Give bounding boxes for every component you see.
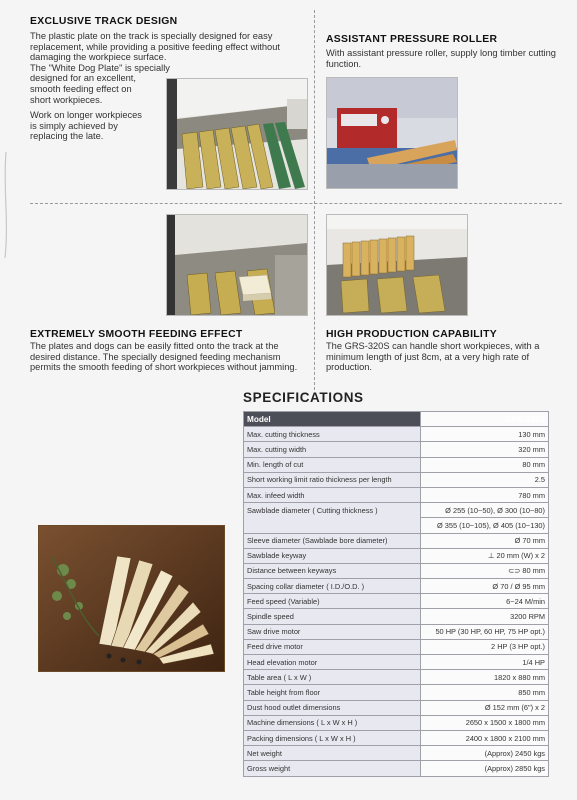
table-row-continued xyxy=(244,518,549,533)
track-plates-photo xyxy=(166,78,308,190)
spec-label: Dust hood outlet dimensions xyxy=(244,700,421,715)
spec-value: 130 mm xyxy=(421,427,549,442)
spec-label: Sawblade diameter ( Cutting thickness ) xyxy=(244,503,421,518)
spec-label: Feed speed (Variable) xyxy=(244,594,421,609)
header-model: GRS-320S xyxy=(421,412,549,427)
table-row xyxy=(244,579,549,594)
section-title: EXTREMELY SMOOTH FEEDING EFFECT xyxy=(30,329,243,340)
section-title: HIGH PRODUCTION CAPABILITY xyxy=(326,329,497,340)
spec-value: Ø 255 (10~50), Ø 300 (10~80) xyxy=(421,503,549,518)
table-row xyxy=(244,487,549,502)
spec-value: Ø 152 mm (6") x 2 xyxy=(421,700,549,715)
section-pressure-roller xyxy=(326,34,566,69)
spec-value: 780 mm xyxy=(421,487,549,502)
section-text-line: designed for an excellent, xyxy=(30,73,136,84)
section-text-line: smooth feeding effect on xyxy=(30,83,132,94)
table-row xyxy=(244,609,549,624)
spec-label: Saw drive motor xyxy=(244,624,421,639)
table-row xyxy=(244,730,549,745)
table-row xyxy=(244,563,549,578)
spec-label-empty xyxy=(244,518,421,533)
high-production-photo xyxy=(326,214,468,316)
spec-value: 2.5 xyxy=(421,472,549,487)
spec-value: 1820 x 880 mm xyxy=(421,670,549,685)
spec-value: 6~24 M/min xyxy=(421,594,549,609)
spec-value: 80 mm xyxy=(421,457,549,472)
spec-label: Feed drive motor xyxy=(244,639,421,654)
spec-value: 2 HP (3 HP opt.) xyxy=(421,639,549,654)
spec-label: Sawblade keyway xyxy=(244,548,421,563)
spec-label: Table height from floor xyxy=(244,685,421,700)
spec-value: 50 HP (30 HP, 60 HP, 75 HP opt.) xyxy=(421,624,549,639)
spec-label: Max. infeed width xyxy=(244,487,421,502)
spec-label: Max. cutting width xyxy=(244,442,421,457)
section-title: ASSISTANT PRESSURE ROLLER xyxy=(326,34,498,45)
table-row xyxy=(244,427,549,442)
section-text-line: is simply achieved by xyxy=(30,120,118,131)
table-row xyxy=(244,715,549,730)
horizontal-divider xyxy=(30,203,562,204)
section-text-line: replacing the late. xyxy=(30,131,104,142)
section-text: The plates and dogs can be easily fitted onto the track at the desired distance. The specially designed feeding mechanism permits the smooth feeding of short workpieces without jamming. xyxy=(30,341,298,373)
spec-value: 2400 x 1800 x 2100 mm xyxy=(421,730,549,745)
spec-label: Spindle speed xyxy=(244,609,421,624)
table-row xyxy=(244,457,549,472)
spec-value: (Approx) 2450 kgs xyxy=(421,746,549,761)
spec-label: Gross weight xyxy=(244,761,421,776)
table-row xyxy=(244,472,549,487)
binder-mark xyxy=(2,150,10,260)
spec-value: 320 mm xyxy=(421,442,549,457)
spec-value: 1/4 HP xyxy=(421,655,549,670)
spec-label: Net weight xyxy=(244,746,421,761)
spec-label: Machine dimensions ( L x W x H ) xyxy=(244,715,421,730)
section-title: EXCLUSIVE TRACK DESIGN xyxy=(30,16,178,27)
spec-label: Spacing collar diameter ( I.D./O.D. ) xyxy=(244,579,421,594)
spec-value-continued: Ø 355 (10~105), Ø 405 (10~130) xyxy=(421,518,549,533)
spec-value: 850 mm xyxy=(421,685,549,700)
section-text: The plastic plate on the track is specially designed for easy replacement, while providing a positive feeding effect without damaging the workpiece surface. xyxy=(30,31,280,63)
table-row xyxy=(244,700,549,715)
smooth-feeding-photo xyxy=(166,214,308,316)
table-row xyxy=(244,594,549,609)
header-label: Model xyxy=(244,412,421,427)
section-text: With assistant pressure roller, supply long timber cutting function. xyxy=(326,48,556,69)
table-row xyxy=(244,655,549,670)
table-row xyxy=(244,442,549,457)
spec-value: ⊥ 20 mm (W) x 2 xyxy=(421,548,549,563)
spec-value: Ø 70 mm xyxy=(421,533,549,548)
table-row xyxy=(244,761,549,776)
specifications-table xyxy=(243,411,549,777)
section-text-line: short workpieces. xyxy=(30,94,103,105)
spec-value: 3200 RPM xyxy=(421,609,549,624)
spec-label: Table area ( L x W ) xyxy=(244,670,421,685)
spec-label: Packing dimensions ( L x W x H ) xyxy=(244,730,421,745)
section-high-production xyxy=(326,329,566,373)
spec-value: Ø 70 / Ø 95 mm xyxy=(421,579,549,594)
section-text: The GRS-320S can handle short workpieces, with a minimum length of just 8cm, at a very high rate of production. xyxy=(326,341,540,373)
table-row xyxy=(244,746,549,761)
table-row xyxy=(244,685,549,700)
specifications-title: SPECIFICATIONS xyxy=(243,390,364,405)
pressure-roller-photo xyxy=(326,77,458,189)
table-row xyxy=(244,548,549,563)
spec-value: ⊂⊃ 80 mm xyxy=(421,563,549,578)
table-row xyxy=(244,639,549,654)
wood-samples-photo xyxy=(38,525,225,672)
table-row xyxy=(244,670,549,685)
spec-label: Min. length of cut xyxy=(244,457,421,472)
spec-label: Head elevation motor xyxy=(244,655,421,670)
section-text-line: Work on longer workpieces xyxy=(30,110,142,121)
table-row xyxy=(244,624,549,639)
table-row xyxy=(244,533,549,548)
table-row xyxy=(244,503,549,518)
table-header-row xyxy=(244,412,549,427)
spec-value: (Approx) 2850 kgs xyxy=(421,761,549,776)
spec-label: Distance between keyways xyxy=(244,563,421,578)
spec-value: 2650 x 1500 x 1800 mm xyxy=(421,715,549,730)
section-smooth-feeding xyxy=(30,329,315,373)
spec-label: Sleeve diameter (Sawblade bore diameter) xyxy=(244,533,421,548)
section-text-line: The "White Dog Plate" is specially xyxy=(30,62,170,73)
spec-label: Short working limit ratio thickness per length xyxy=(244,472,421,487)
spec-label: Max. cutting thickness xyxy=(244,427,421,442)
